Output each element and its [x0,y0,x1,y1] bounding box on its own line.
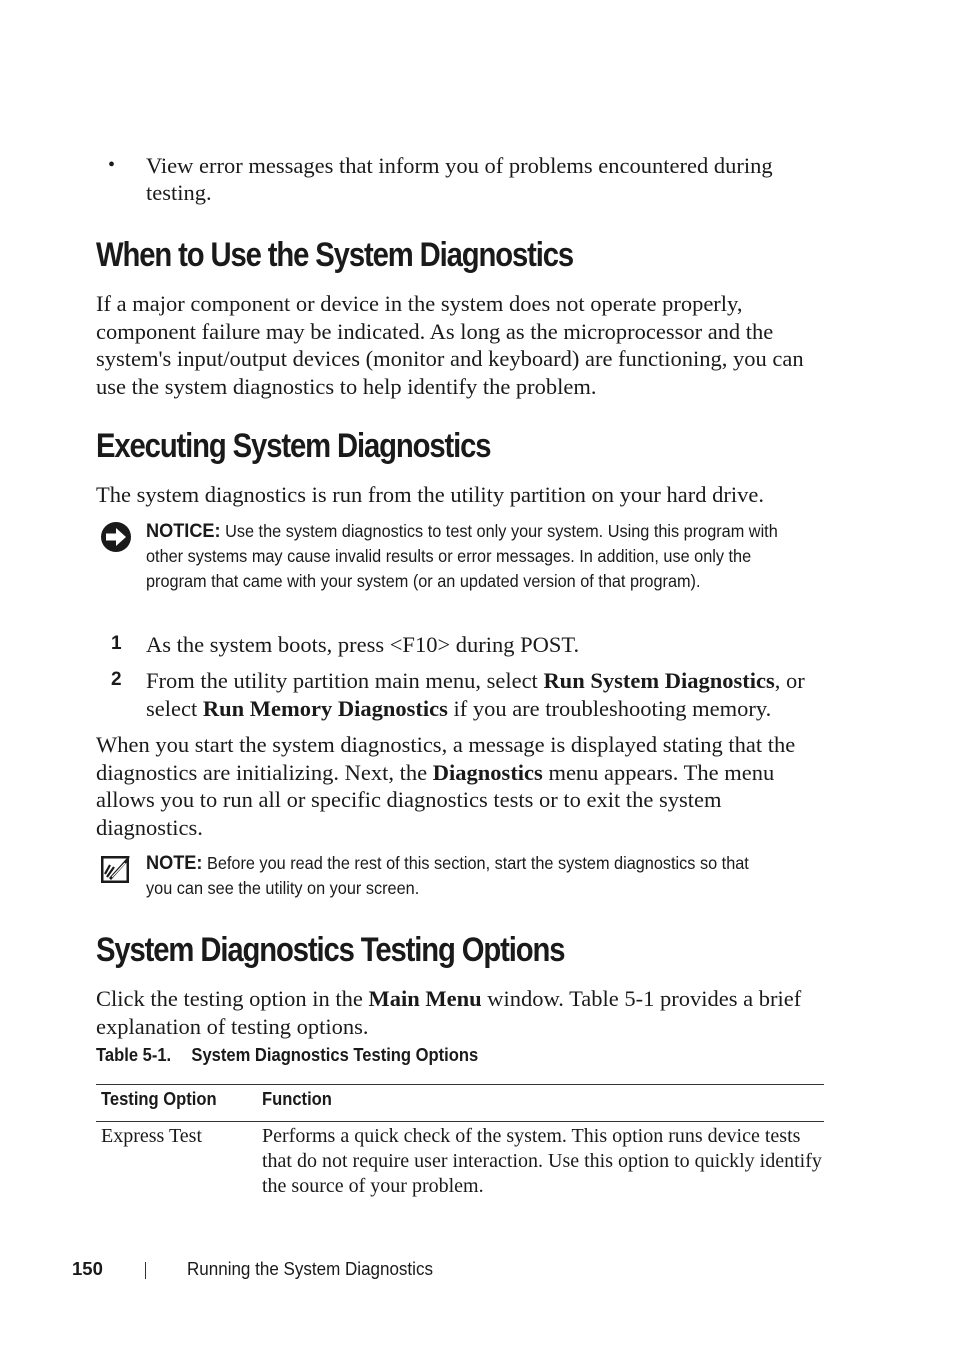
main-menu-term: Main Menu [368,986,482,1011]
menu-option-run-memory-diagnostics: Run Memory Diagnostics [202,696,448,721]
step-text: As the system boots, press <F10> during POST. [146,632,580,657]
footer-divider [145,1262,146,1279]
diagnostics-menu-paragraph [96,731,826,841]
step-number: 2 [111,669,122,690]
section-heading-executing: Executing System Diagnostics [96,427,491,465]
notice-body [146,519,778,594]
notice-arrow-icon [100,521,132,553]
table-cell-option: Express Test [101,1125,202,1147]
table-cell-function: Performs a quick check of the system. This option runs device tests that do not require user interaction. Use this option to quickly identify the source of your problem. [262,1125,822,1197]
section-paragraph-when-to-use: If a major component or device in the system does not operate properly, component failure may be indicated. As long as the microprocessor and the system's input/output devices (monitor and keyboard) are functioning, you can use the system diagnostics to help identify the problem. [96,291,804,399]
section-paragraph-executing: The system diagnostics is run from the utility partition on your hard drive. [96,482,765,507]
table-caption-number: Table 5-1. [96,1045,172,1065]
table-top-rule [96,1084,824,1085]
section-heading-when-to-use: When to Use the System Diagnostics [96,236,574,274]
table-header-testing-option: Testing Option [101,1089,217,1109]
paragraph-text-part: Click the testing option in the [96,986,369,1011]
step-text-part: if you are troubleshooting memory. [447,696,772,721]
notice-text: Use the system diagnostics to test only your system. Using this program with other systems may cause invalid results or error messages. In addition, use only the program that came with your system (or an updated version of that program). [146,521,778,591]
table-caption [96,1045,478,1066]
table-header-function: Function [262,1089,332,1109]
table-header-rule [96,1121,824,1122]
page-number: 150 [72,1258,103,1279]
paragraph-text-part: When you start the system diagnostics, a message is displayed stating that the diagnostics are initializing. Next, the [96,732,796,785]
section-paragraph-testing-options [96,985,826,1040]
note-label: NOTE: [146,852,203,874]
notice-label: NOTICE: [146,520,221,542]
section-heading-testing-options: System Diagnostics Testing Options [96,931,565,969]
bullet-text: View error messages that inform you of problems encountered during testing. [146,153,773,205]
diagnostics-menu-term: Diagnostics [432,759,543,785]
step-number: 1 [111,633,122,654]
paragraph-text-part: menu appears. The menu allows you to run all or specific diagnostics tests or to exit the system diagnostics. [96,759,775,840]
note-body [146,851,778,901]
bullet-marker: • [108,154,116,176]
note-pencil-icon [100,853,132,885]
step-text-part: , or select [146,668,805,721]
paragraph-text-part: window. Table 5-1 provides a brief explanation of testing options. [96,986,802,1039]
table-caption-title: System Diagnostics Testing Options [191,1045,479,1065]
step-text [146,667,826,723]
menu-option-run-system-diagnostics: Run System Diagnostics [543,668,775,693]
step-text-part: From the utility partition main menu, select [146,668,544,693]
footer-chapter-title: Running the System Diagnostics [187,1258,433,1279]
note-text: Before you read the rest of this section, start the system diagnostics so that you can see the utility on your screen. [146,853,749,898]
